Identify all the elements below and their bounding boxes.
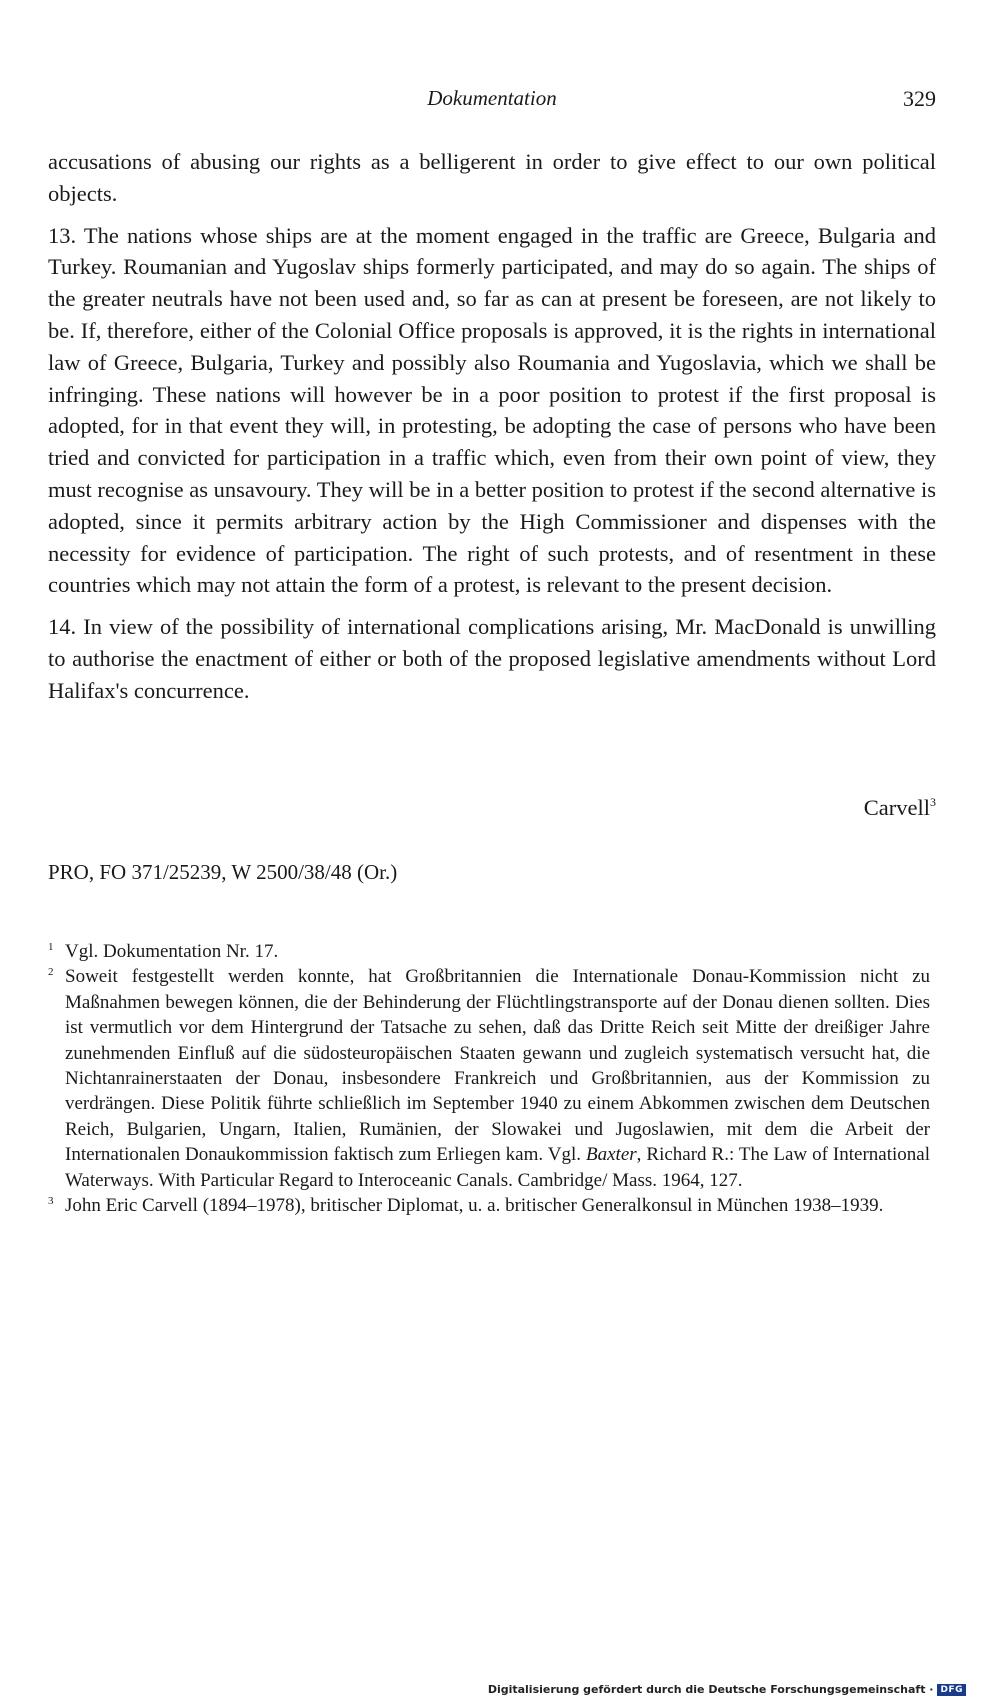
dfg-logo: DFG — [937, 1684, 966, 1696]
signature — [864, 795, 936, 821]
credit-text: Digitalisierung gefördert durch die Deutsche Forschungsgemeinschaft · — [487, 1683, 934, 1696]
footnote-text — [65, 964, 930, 1193]
footnote-mark: 2 — [48, 966, 54, 979]
footnote-2 — [48, 964, 930, 1193]
document-body — [48, 146, 936, 717]
signature-footnote-ref: 3 — [930, 795, 936, 809]
signature-name: Carvell — [863, 795, 930, 820]
page-header — [48, 86, 936, 120]
paragraph-14: 14. In view of the possibility of international complications arising, Mr. MacDonald is unwilling to authorise the enactment of either or both of the proposed legislative amendments without Lord Halifax's concurrence. — [48, 614, 936, 703]
footnote-mark: 3 — [48, 1195, 54, 1208]
footnote-text-before: Soweit festgestellt werden konnte, hat Großbritannien die Internationale Donau-Kommission nicht zu Maßnahmen bewegen können, die der Behinderung der Flüchtlingstransporte auf der Donau dienen sollten. Dies ist vermutlich vor dem Hintergrund der Tatsache zu sehen, daß das Dritte Reich seit Mitte der dreißiger Jahre zunehmenden Einfluß auf die südosteuropäischen Staaten gewann und zugleich systematisch versucht hat, die Nichtanrainerstaaten der Donau, insbesondere Frankreich und Großbritannien, aus der Kommission zu verdrängen. Diese Politik führte schließlich im September 1940 zu einem Abkommen zwischen dem Deutschen Reich, Bulgarien, Ungarn, Italien, Rumänien, der Slowakei und Jugoslawien, mit dem die Arbeit der Internationalen Donaukommission faktisch zum Erliegen kam. Vgl. — [65, 966, 930, 1166]
running-title: Dokumentation — [427, 86, 557, 110]
source-citation: PRO, FO 371/25239, W 2500/38/48 (Or.) — [48, 860, 398, 884]
footnote-mark: 1 — [48, 941, 54, 953]
footnotes — [48, 939, 930, 1218]
paragraph-continuation: accusations of abusing our rights as a belligerent in order to give effect to our own political objects. — [48, 149, 936, 206]
footnote-1 — [48, 939, 930, 964]
digitization-credit — [488, 1683, 966, 1696]
footnote-text-after: , Richard R.: The Law of International Waterways. With Particular Regard to Interoceanic Canals. Cambridge/ Mass. 1964, 127. — [65, 1144, 930, 1191]
paragraph-13: 13. The nations whose ships are at the moment engaged in the traffic are Greece, Bulgaria and Turkey. Roumanian and Yugoslav ships formerly participated, and may do so again. The ships of the greater neutrals have not been used and, so far as can at present be foreseen, are not likely to be. If, therefore, either of the Colonial Office proposals is approved, it is the rights in international law of Greece, Bulgaria, Turkey and possibly also Roumania and Yugoslavia, which we shall be infringing. These nations will however be in a poor position to protest if the first proposal is adopted, for in that event they will, in protesting, be adopting the case of persons who have been tried and convicted for participation in a traffic which, even from their own point of view, they must recognise as unsavoury. They will be in a better position to protest if the second alternative is adopted, since it permits arbitrary action by the High Commissioner and dispenses with the necessity for evidence of participation. The right of such protests, and of resentment in these countries which may not attain the form of a protest, is relevant to the present decision. — [48, 222, 936, 598]
page-number: 329 — [903, 86, 936, 111]
footnote-text: John Eric Carvell (1894–1978), britischer Diplomat, u. a. britischer Generalkonsul in München 1938–1939. — [65, 1195, 884, 1217]
footnote-3 — [48, 1193, 930, 1218]
footnote-author: Baxter — [586, 1144, 637, 1166]
footnote-text: Vgl. Dokumentation Nr. 17. — [65, 941, 279, 962]
